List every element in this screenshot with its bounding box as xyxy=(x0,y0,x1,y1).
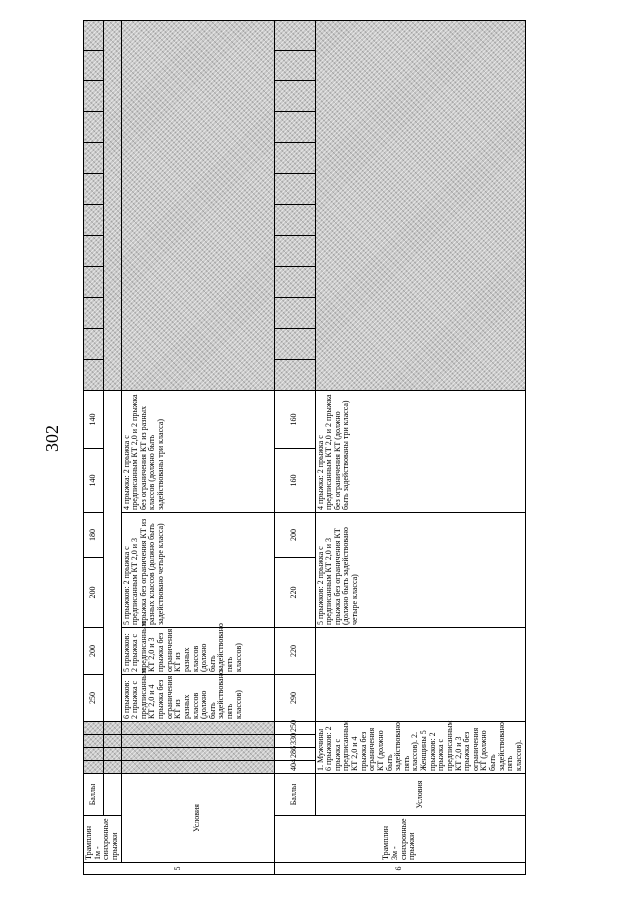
shaded-cell xyxy=(121,748,274,761)
row6-cond-4-jumps: 4 прыжка: 2 прыжка с предписанным КТ 2,0 и 2 прыжка без ограничения КТ (должно быть задействованы три класса) xyxy=(315,391,525,513)
shaded-cell xyxy=(274,205,315,236)
shaded-cell xyxy=(274,112,315,143)
shaded-cell xyxy=(121,761,274,774)
row5-discipline: Трамплин 1м - синхронные прыжки xyxy=(84,816,122,863)
shaded-cell xyxy=(84,51,104,81)
row5-cond-5-jumps: 5 прыжков: 2 прыжка с предписанным КТ 2,0 и 3 прыжка без ограничения КТ из разных классов (должно быть задействовано четыре класса) xyxy=(121,513,274,628)
row5-score-3: 200 xyxy=(84,558,104,628)
shaded-cell xyxy=(84,722,104,735)
row5-cond-women: 5 прыжков: 2 прыжка с предписанным КТ 2,0 и 3 прыжка без ограничения КТ из разных классов (должно быть задействовано пять классов) xyxy=(121,628,274,675)
row5-scores xyxy=(84,21,104,875)
shaded-cell xyxy=(103,748,121,761)
row5-score-women: 200 xyxy=(84,628,104,675)
row6-cond-main: 1. Мужчины 6 прыжков: 2 прыжка с предписанным КТ 2,0 и 4 прыжка без ограничения КТ (должно быть задействовано пять классов). 2. Женщины 5 прыжков: 2 прыжка с предписанным КТ 2,0 и 3 прыжка без ограничения КТ (должно быть задействовано пять классов). xyxy=(315,722,525,774)
row5-cond-4-jumps: 4 прыжка: 2 прыжка с предписанным КТ 2,0 и 2 прыжка без ограничения КТ из разных классов (должно быть задействованы три класса) xyxy=(121,391,274,513)
shaded-cell xyxy=(121,21,274,391)
shaded-cell xyxy=(84,236,104,267)
empty-cell xyxy=(103,774,121,816)
shaded-cell xyxy=(84,205,104,236)
shaded-cell xyxy=(274,329,315,360)
row6-score-4: 200 xyxy=(274,513,315,558)
row5-spacer xyxy=(103,21,121,875)
row6-cond-5-jumps: 5 прыжков: 2 прыжка с предписанным КТ 2,0 и 3 прыжка без ограничения КТ (должно быть задействовано четыре класса) xyxy=(315,513,525,628)
row5-cond-men: 6 прыжков: 2 прыжка с предписанным КТ 2,0 и 4 прыжка без ограничения КТ из разных классов (должно быть задействовано пять классов) xyxy=(121,675,274,722)
row6-score-small-2: 286 xyxy=(274,748,315,761)
row6-score-3: 220 xyxy=(274,558,315,628)
row6-discipline: Трамплин 3м - синхронные прыжки xyxy=(274,816,525,863)
row5-score-men: 250 xyxy=(84,675,104,722)
shaded-cell xyxy=(84,174,104,205)
empty-cell xyxy=(103,391,121,722)
row6-scores-label: Баллы xyxy=(274,774,315,816)
shaded-cell xyxy=(84,761,104,774)
shaded-cell xyxy=(121,722,274,735)
row6-score-small-4: 250 xyxy=(274,722,315,735)
shaded-cell xyxy=(84,735,104,748)
shaded-cell xyxy=(315,21,525,391)
row5-score-5: 140 xyxy=(84,449,104,513)
shaded-cell xyxy=(274,360,315,391)
shaded-cell xyxy=(274,21,315,51)
row6-score-small-1: 404 xyxy=(274,761,315,774)
shaded-cell xyxy=(84,748,104,761)
standards-table xyxy=(83,20,526,875)
shaded-cell xyxy=(274,51,315,81)
row5-score-6: 140 xyxy=(84,391,104,449)
shaded-cell xyxy=(103,761,121,774)
shaded-cell xyxy=(274,174,315,205)
row6-score-women: 220 xyxy=(274,628,315,675)
row6-conditions xyxy=(315,21,525,875)
row6-score-men: 290 xyxy=(274,675,315,722)
row5-conditions xyxy=(121,21,274,875)
row5-score-4: 180 xyxy=(84,513,104,558)
shaded-cell xyxy=(103,21,121,391)
shaded-cell xyxy=(274,236,315,267)
row6-score-small-3: 330 xyxy=(274,735,315,748)
shaded-cell xyxy=(103,722,121,735)
row6-score-6: 160 xyxy=(274,391,315,449)
row5-scores-label: Баллы xyxy=(84,774,104,816)
shaded-cell xyxy=(84,143,104,174)
shaded-cell xyxy=(274,298,315,329)
shaded-cell xyxy=(121,735,274,748)
empty-cell xyxy=(315,628,525,722)
shaded-cell xyxy=(84,21,104,51)
shaded-cell xyxy=(84,360,104,391)
shaded-cell xyxy=(84,267,104,298)
page-number: 302 xyxy=(42,425,62,452)
shaded-cell xyxy=(274,267,315,298)
row6-conditions-label: Условия xyxy=(315,774,525,816)
rotated-table-page xyxy=(83,25,615,875)
row6-score-5: 160 xyxy=(274,449,315,513)
shaded-cell xyxy=(274,81,315,112)
row6-number: 6 xyxy=(274,863,525,875)
shaded-cell xyxy=(84,112,104,143)
shaded-cell xyxy=(103,735,121,748)
row6-scores xyxy=(274,21,315,875)
row5-conditions-label: Условия xyxy=(121,774,274,863)
shaded-cell xyxy=(274,143,315,174)
row5-number: 5 xyxy=(84,863,275,875)
shaded-cell xyxy=(84,81,104,112)
shaded-cell xyxy=(84,329,104,360)
shaded-cell xyxy=(84,298,104,329)
